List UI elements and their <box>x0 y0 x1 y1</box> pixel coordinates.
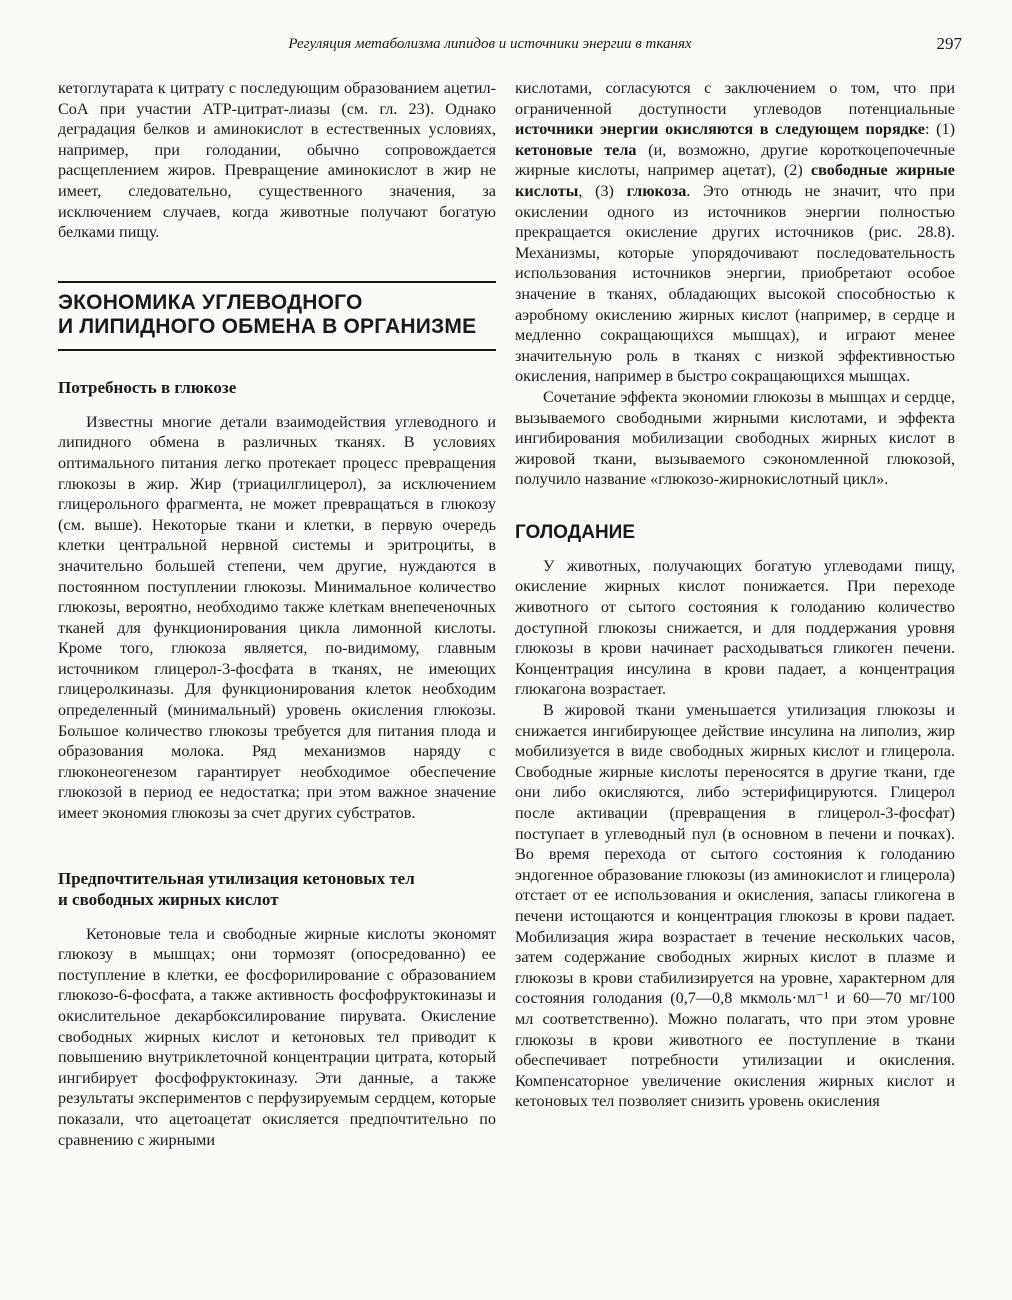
section-title <box>58 291 496 339</box>
bold-term: кетоновые тела <box>515 140 637 159</box>
starvation-paragraph-1: У животных, получающих богатую углеводами пищу, окисление жирных кислот понижается. При переходе животного от сытого состояния к голоданию количество доступной глюкозы снижается, и для поддержания уровня глюкозы в крови начинает расходываться гликоген печени. Концентрация инсулина в крови падает, а концентрация глюкагона возрастает. <box>515 556 955 699</box>
section-rule-top <box>58 281 496 283</box>
bold-term: глюкоза <box>626 181 687 200</box>
glucose-need-paragraph: Известны многие детали взаимодействия углеводного и липидного обмена в различных тканях. В условиях оптимального питания легко протекает процесс превращения глюкозы в жир. Жир (триацилглицерол), за исключением глицерольного фрагмента, не может превращаться в глюкозу (см. выше). Некоторые ткани и клетки, в первую очередь клетки центральной нервной системы и эритроциты, в значительно большей степени, чем другие, нуждаются в постоянном поступлении глюкозы. Минимальное количество глюкозы, вероятно, необходимо также клеткам внепеченочных тканей для функционирования цикла лимонной кислоты. Кроме того, глюкоза является, по-видимому, главным источником глицерол-3-фосфата в тканях, не имеющих глицеролкиназы. Для функционирования клеток необходим определенный (минимальный) уровень окисления глюкозы. Большое количество глюкозы требуется для питания плода и образования молока. Ряд механизмов наряду с глюконеогенезом гарантирует необходимое обеспечение глюкозой в период ее недостатка; при этом важное значение имеет экономия глюкозы за счет других субстратов. <box>58 412 496 823</box>
subsection-title-line2: и свободных жирных кислот <box>58 889 279 909</box>
glucose-fatty-acid-cycle-paragraph: Сочетание эффекта экономии глюкозы в мышцах и сердце, вызываемого свободными жирными кислотами, и эффекта ингибирования мобилизации свободных жирных кислот в жировой ткани, вызываемого сэкономленной глюкозой, получило название «глюкозо-жирнокислотный цикл». <box>515 387 955 489</box>
section-title-line1: ЭКОНОМИКА УГЛЕВОДНОГО <box>58 290 363 314</box>
energy-sources-paragraph <box>515 78 955 387</box>
right-column <box>515 78 955 1112</box>
section-title-starvation: ГОЛОДАНИЕ <box>515 521 635 543</box>
subsection-title-line1: Предпочтительная утилизация кетоновых тел <box>58 868 415 888</box>
bold-term: свободные жирные кислоты <box>515 161 955 200</box>
page-header <box>58 36 962 66</box>
text-run: кислотами, согласуются с заключением о том, что при ограниченной доступности углеводов потенциальные <box>515 79 955 118</box>
text-run: . Это отнюдь не значит, что при окислении одного из источников энергии полностью прекращается окисление других источников (рис. 28.8). Механизмы, которые упорядочивают последовательность использования источников энергии, приобретают особое значение в тканях, обладающих высокой способностью к аэробному окислению жирных кислот (например, в сердце и медленно сокращающихся мышцах), и играют менее значительную роль в тканях с низкой эффективностью окисления, например в быстро сокращающихся мышцах. <box>515 181 956 386</box>
text-run: : (1) <box>925 120 955 139</box>
section-title-line2: И ЛИПИДНОГО ОБМЕНА В ОРГАНИЗМЕ <box>58 314 477 338</box>
starvation-paragraph-2: В жировой ткани уменьшается утилизация глюкозы и снижается ингибирующее действие инсулина на липолиз, жир мобилизуется в виде свободных жирных кислот и глицерола. Свободные жирные кислоты переносятся в другие ткани, где они либо окисляются, либо эстерифицируются. Глицерол после активации (превращения в глицерол-3-фосфат) поступает в углеводный пул (в основном в печени и почках). Во время перехода от сытого состояния к голоданию эндогенное образование глюкозы (из аминокислот и глицерола) отстает от ее использования и окисления, запасы гликогена в печени истощаются и концентрация глюкозы в крови падает. Мобилизация жира возрастает в течение нескольких часов, затем содержание свободных жирных кислот в плазме и глюкозы в крови стабилизируется на уровне, характерном для состояния голодания (0,7—0,8 мкмоль·мл⁻¹ и 60—70 мг/100 мл соответственно). Можно полагать, что при этом уровне глюкозы в крови животного ее поступление в ткани обеспечивает потребности утилизации и окисления. Компенсаторное увеличение окисления жирных кислот и кетоновых тел позволяет снизить уровень окисления <box>515 701 955 1111</box>
intro-paragraph: кетоглутарата к цитрату с последующим образованием ацетил-СоА при участии АТР-цитрат-лиазы (см. гл. 23). Однако деградация белков и аминокислот в естественных условиях, например, при голодании, обычно сопровождается расщеплением жиров. Превращение аминокислот в жир не имеет, следовательно, существенного значения, за исключением случаев, когда животные получают богатую белками пищу. <box>58 79 496 242</box>
text-run: , (3) <box>578 181 627 200</box>
bold-term: источники энергии окисляются в следующем порядке <box>515 120 925 139</box>
left-column <box>58 78 496 1150</box>
page-number: 297 <box>936 34 962 53</box>
preferential-utilization-paragraph: Кетоновые тела и свободные жирные кислоты экономят глюкозу в мышцах; они тормозят (опосредованно) ее поступление в клетки, ее фосфорилирование с образованием глюкозо-6-фосфата, а также активность фосфофруктокиназы и окислительное декарбоксилирование пирувата. Окисление свободных жирных кислот и кетоновых тел приводит к повышению внутриклеточной концентрации цитрата, который ингибирует фосфофруктокиназу. Эти данные, а также результаты экспериментов с перфузируемым сердцем, которые показали, что ацетоацетат окисляется предпочтительно по сравнению с жирными <box>58 924 496 1149</box>
running-title: Регуляция метаболизма липидов и источники энергии в тканях <box>288 36 692 52</box>
subsection-title-preferential-utilization <box>58 868 496 910</box>
text-run: (и, возможно, другие короткоцепочечные жирные кислоты, например ацетат), (2) <box>515 140 955 180</box>
section-rule-bottom <box>58 349 496 351</box>
subsection-title-glucose-need: Потребность в глюкозе <box>58 377 237 397</box>
